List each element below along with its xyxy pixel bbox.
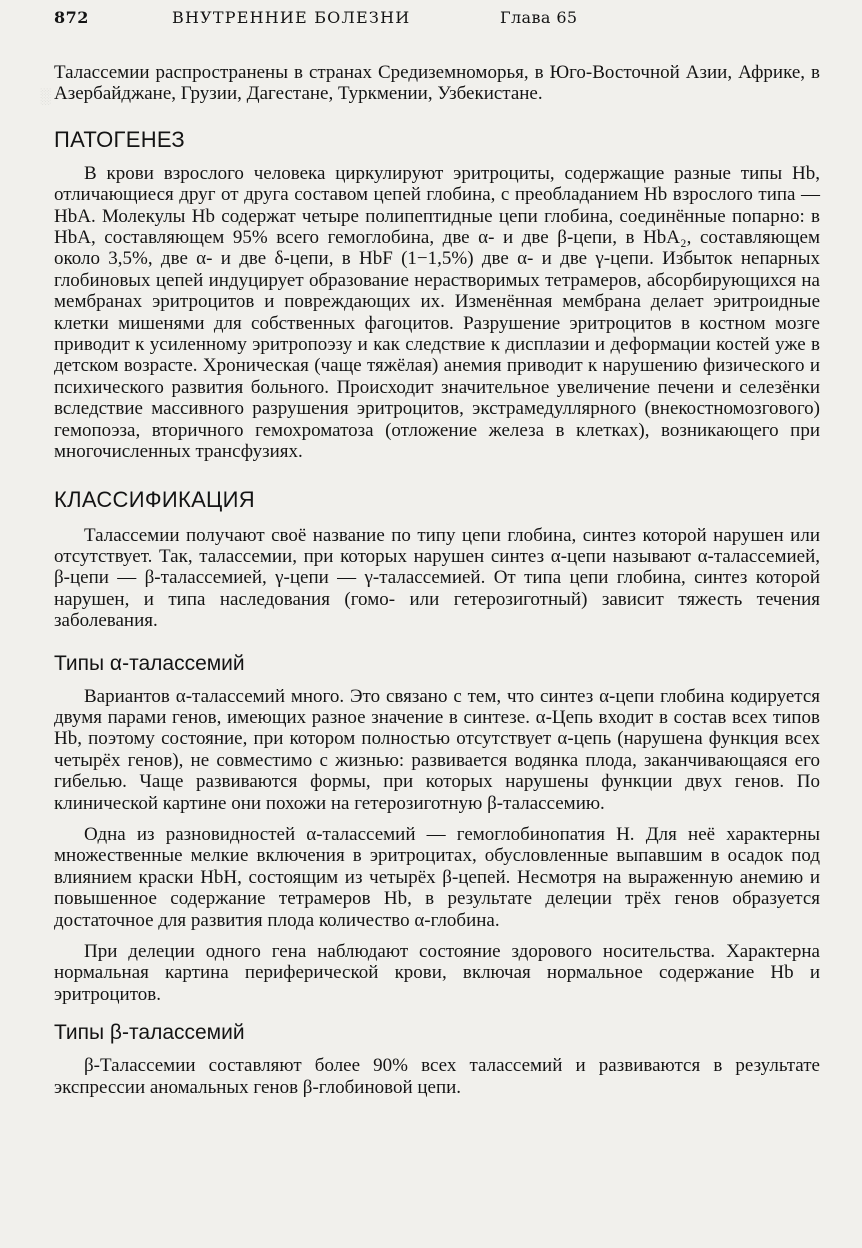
heading-classification: КЛАССИФИКАЦИЯ (54, 486, 255, 512)
book-title: ВНУТРЕННИЕ БОЛЕЗНИ (172, 8, 411, 27)
chapter-label: Глава 65 (500, 8, 578, 27)
alpha-paragraph-2: Одна из разновидностей α-талассемий — гемоглобинопатия H. Для неё характерны множественные мелкие включения в эритроцитах, обусловленные выпавшим в осадок под влиянием краски HbH, состоящим из четырёх β-цепей. Несмотря на выраженную анемию и повышенное содержание тетрамеров Hb, в результате делеции трёх генов образуется достаточное для развития плода количество α-глобина. (54, 823, 820, 931)
running-head (54, 8, 820, 34)
alpha-paragraph-3: При делеции одного гена наблюдают состояние здорового носительства. Характерна нормальная картина периферической крови, включая нормальное содержание Hb и эритроцитов. (54, 941, 820, 1005)
alpha-paragraph-1: Вариантов α-талассемий много. Это связано с тем, что синтез α-цепи глобина кодируется двумя парами генов, имеющих разное значение в синтезе. α-Цепь входит в состав всех типов Hb, поэтому состояние, при котором полностью отсутствует α-цепь (нарушена функция всех четырёх генов), не совместимо с жизнью: развивается водянка плода, заканчивающаяся его гибелью. Чаще развиваются формы, при которых нарушены функции двух генов. По клинической картине они похожи на гетерозиготную β-талассемию. (54, 685, 820, 814)
show-through-text: ░ (40, 89, 51, 105)
page-number: 872 (54, 8, 89, 27)
pathogenesis-paragraph: В крови взрослого человека циркулируют эритроциты, содержащие разные типы Hb, отличающиеся друг от друга составом цепей глобина, с преобладанием Hb взрослого типа — HbA. Молекулы Hb содержат четыре полипептидные цепи глобина, соединённые попарно: в HbA, составляющем 95% всего гемоглобина, две α- и две β-цепи, в HbA₂, составляющем около 3,5%, две α- и две δ-цепи, в HbF (1−1,5%) две α- и две γ-цепи. Избыток непарных глобиновых цепей индуцирует образование нерастворимых тетрамеров, абсорбирующихся на мембранах эритроцитов и повреждающих их. Изменённая мембрана делает эритроидные клетки мишенями для собственных фагоцитов. Разрушение эритроцитов в костном мозге приводит к усиленному эритропоэзу и как следствие к дисплазии и деформации костей уже в детском возрасте. Хроническая (чаще тяжёлая) анемия приводит к нарушению физического и психического развития больного. Происходит значительное увеличение печени и селезёнки вследствие массивного разрушения эритроцитов, экстрамедуллярного (внекостномозгового) гемопоэза, вторичного гемохроматоза (отложение железа в клетках), возникающего при многочисленных трансфузиях. (54, 162, 820, 463)
classification-paragraph: Талассемии получают своё название по типу цепи глобина, синтез которой нарушен или отсутствует. Так, талассемии, при которых нарушен синтез α-цепи называют α-талассемией, β-цепи — β-талассемией, γ-цепи — γ-талассемией. От типа цепи глобина, синтез которой нарушен, и типа наследования (гомо- или гетерозиготный) зависит тяжесть течения заболевания. (54, 524, 820, 632)
beta-paragraph-1: β-Талассемии составляют более 90% всех талассемий и развиваются в результате экспрессии аномальных генов β-глобиновой цепи. (54, 1055, 820, 1098)
heading-pathogenesis: ПАТОГЕНЕЗ (54, 126, 185, 152)
intro-paragraph: Талассемии распространены в странах Средиземноморья, в Юго-Восточной Азии, Африке, в Азербайджане, Грузии, Дагестане, Туркмении, Узбекистане. (54, 62, 820, 105)
heading-beta-thalassemia: Типы β-талассемий (54, 1021, 245, 1045)
heading-alpha-thalassemia: Типы α-талассемий (54, 651, 245, 675)
